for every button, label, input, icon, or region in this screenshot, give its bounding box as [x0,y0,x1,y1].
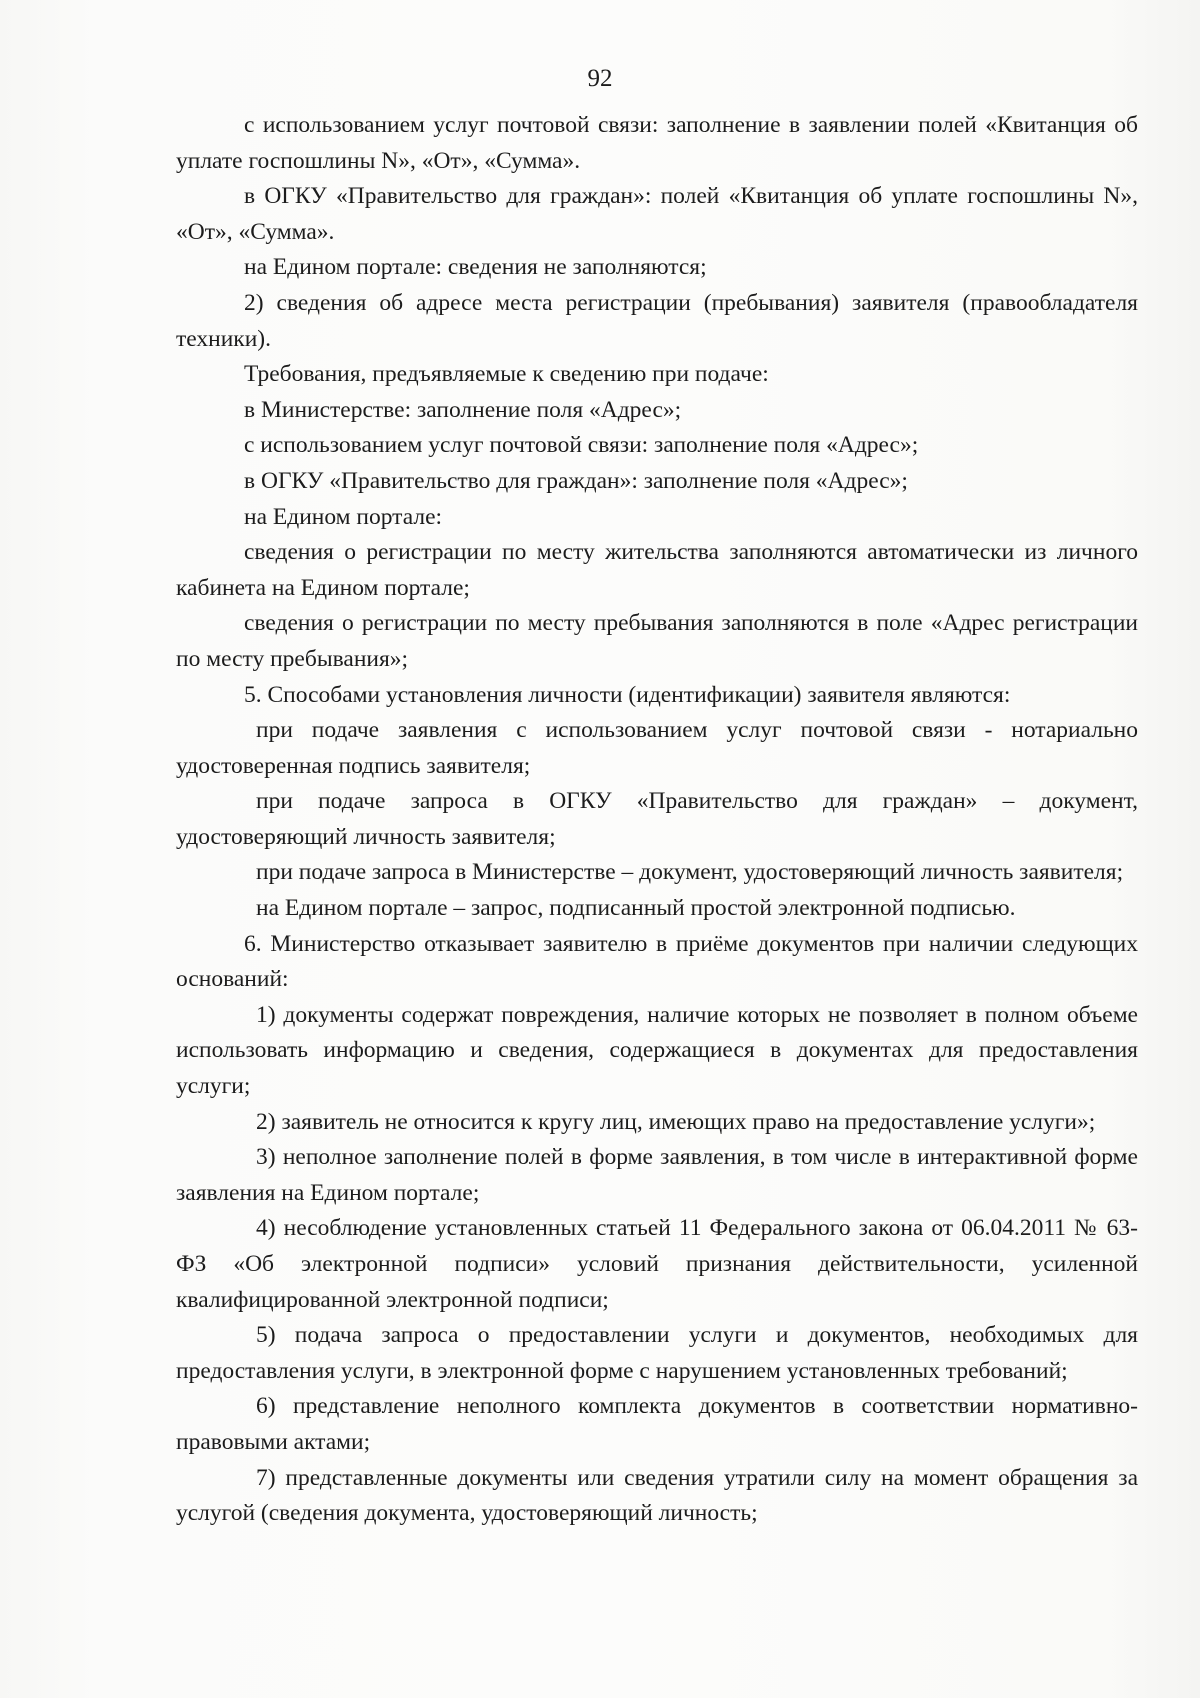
paragraph: 6. Министерство отказывает заявителю в приёме документов при наличии следующих оснований: [176,930,1138,993]
paragraph: 5. Способами установления личности (идентификации) заявителя являются: [244,681,1011,708]
paragraph: при подаче заявления с использованием услуг почтовой связи - нотариально удостоверенная подпись заявителя; [176,717,1138,779]
paragraph: Требования, предъявляемые к сведению при подаче: [244,361,769,388]
paragraph: с использованием услуг почтовой связи: заполнение поля «Адрес»; [244,432,919,459]
paragraph: сведения о регистрации по месту пребывания заполняются в поле «Адрес регистрации по месту пребывания»; [176,610,1138,672]
document-body [176,108,1138,1532]
paragraph: 3) неполное заполнение полей в форме заявления, в том числе в интерактивной форме заявления на Едином портале; [176,1144,1138,1206]
paragraph: в ОГКУ «Правительство для граждан»: заполнение поля «Адрес»; [244,467,908,494]
paragraph: на Едином портале: [244,503,443,530]
paragraph: на Едином портале – запрос, подписанный простой электронной подписью. [256,895,1016,922]
paragraph: 7) представленные документы или сведения утратили силу на момент обращения за услугой (сведения документа, удостоверяющий личность; [176,1464,1138,1527]
paragraph: 2) заявитель не относится к кругу лиц, имеющих право на предоставление услуги»; [256,1108,1096,1135]
paragraph: на Едином портале: сведения не заполняются; [244,254,707,281]
paragraph: при подаче запроса в ОГКУ «Правительство для граждан» – документ, удостоверяющий личность заявителя; [176,788,1138,850]
paragraph: 5) подача запроса о предоставлении услуги и документов, необходимых для предоставления услуги, в электронной форме с нарушением установленных требований; [176,1322,1138,1384]
paragraph: в Министерстве: заполнение поля «Адрес»; [244,396,682,423]
paragraph: в ОГКУ «Правительство для граждан»: полей «Квитанция об уплате госпошлины N», «От», «Сумма». [176,183,1138,245]
paragraph: 1) документы содержат повреждения, наличие которых не позволяет в полном объеме использовать информацию и сведения, содержащиеся в документах для предоставления услуги; [176,1001,1138,1100]
paragraph: 2) сведения об адресе места регистрации (пребывания) заявителя (правообладателя техники). [176,289,1138,352]
paragraph: 6) представление неполного комплекта документов в соответствии нормативно-правовыми актами; [176,1393,1138,1455]
paragraph: 4) несоблюдение установленных статьей 11 Федерального закона от 06.04.2011 № 63-ФЗ «Об электронной подписи» условий признания действительности, усиленной квалифицированной электронной подписи; [176,1215,1138,1313]
paragraph: сведения о регистрации по месту жительства заполняются автоматически из личного кабинета на Едином портале; [176,539,1138,601]
paragraph: при подаче запроса в Министерстве – документ, удостоверяющий личность заявителя; [256,859,1124,886]
paragraph: с использованием услуг почтовой связи: заполнение в заявлении полей «Квитанция об уплате госпошлины N», «От», «Сумма». [176,112,1138,174]
page-number: 92 [587,65,613,92]
